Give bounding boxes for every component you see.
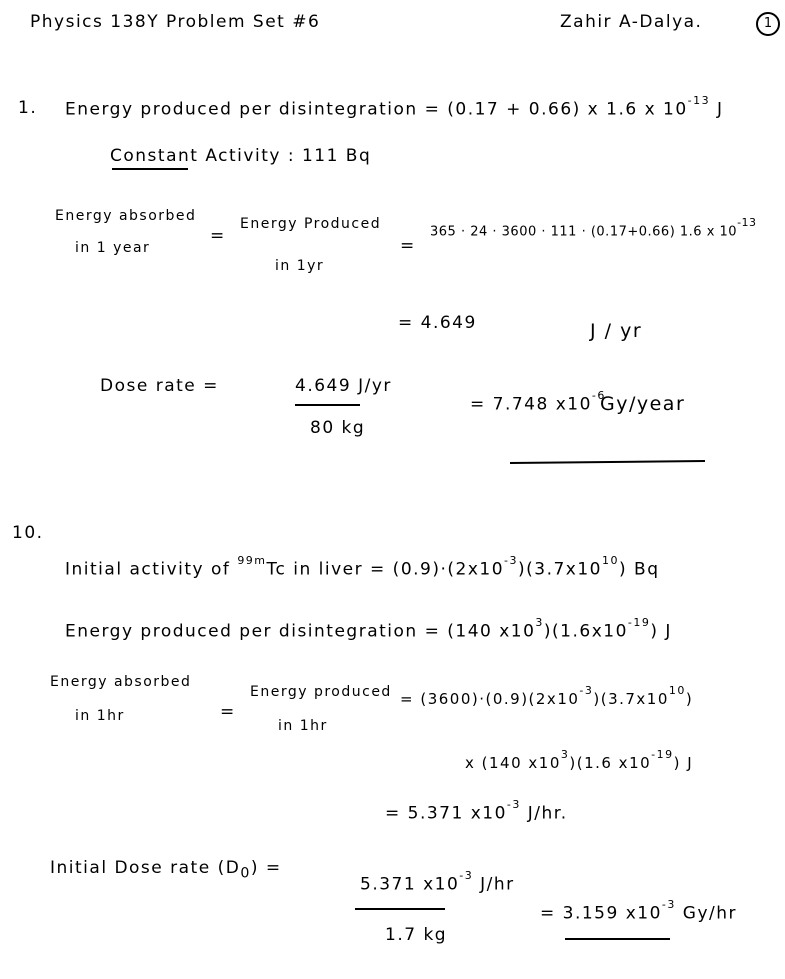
exponent: 10 xyxy=(668,684,686,697)
text-segment: 365 · 24 · 3600 · 111 · (0.17+0.66) 1.6 x 10 xyxy=(430,224,738,240)
text-segment: in 1hr xyxy=(75,708,125,724)
exponent: -19 xyxy=(651,748,674,761)
exponent: 10 xyxy=(602,554,619,567)
text-segment: 1. xyxy=(18,98,38,118)
line-q1-result xyxy=(398,313,477,333)
text-segment: ) xyxy=(685,690,694,708)
text-segment: in 1 year xyxy=(75,240,151,256)
text-segment: = xyxy=(210,226,226,246)
text-segment: )(3.7x10 xyxy=(518,559,602,580)
text-segment: = 7.748 x10 xyxy=(470,394,592,415)
answer-underline xyxy=(510,460,705,464)
text-segment: 4.649 J/yr xyxy=(295,376,392,396)
line-header-left xyxy=(30,12,320,32)
text-segment: 1.7 kg xyxy=(385,925,448,945)
text-segment: in 1hr xyxy=(278,718,328,734)
text-segment: Tc in liver = (0.9)·(2x10 xyxy=(266,559,505,580)
line-header-right xyxy=(560,12,702,32)
line-q1-expr xyxy=(430,216,757,240)
line-q1-doseunit xyxy=(600,393,685,415)
text-segment: Initial Dose rate (D xyxy=(50,858,241,878)
text-segment: Gy/year xyxy=(600,393,686,415)
exponent: -13 xyxy=(737,216,757,229)
line-q10-prod2 xyxy=(278,718,328,734)
line-q10-abs2 xyxy=(75,708,125,724)
exponent: -3 xyxy=(579,684,594,697)
text-segment: 5.371 x10 xyxy=(360,874,460,895)
text-segment: Constant xyxy=(110,146,199,166)
line-q1-doseval xyxy=(470,389,606,415)
line-q1-result-unit xyxy=(590,320,642,342)
text-segment: = (3600)·(0.9)(2x10 xyxy=(400,690,580,708)
exponent: -19 xyxy=(627,616,651,629)
text-segment: in 1yr xyxy=(275,258,325,274)
line-q10-dose xyxy=(50,858,282,881)
text-segment: J xyxy=(710,99,724,120)
text-segment: ) = xyxy=(250,858,282,878)
text-segment: 10. xyxy=(12,523,44,543)
line-q1-prod1 xyxy=(240,216,381,232)
fraction-bar xyxy=(295,404,360,406)
exponent: -3 xyxy=(506,798,521,811)
text-segment: Dose rate = xyxy=(100,376,219,396)
page-number-circled: 1 xyxy=(756,12,780,36)
exponent: -3 xyxy=(661,898,676,911)
line-q1-prod2 xyxy=(275,258,324,274)
text-segment: J/hr. xyxy=(520,803,568,824)
line-q10-num xyxy=(360,869,515,895)
line-q1 xyxy=(18,98,37,118)
line-q1-eq1 xyxy=(210,226,226,246)
exponent: -13 xyxy=(687,94,711,107)
exponent: -3 xyxy=(459,869,474,882)
line-q1-energy xyxy=(65,94,724,120)
text-segment: Energy absorbed xyxy=(50,674,192,690)
line-q10-act xyxy=(65,554,660,580)
exponent: -3 xyxy=(504,554,518,567)
underline-constant xyxy=(112,168,188,170)
exponent: 0 xyxy=(240,865,251,882)
text-segment: )(1.6x10 xyxy=(543,621,628,642)
text-segment: Energy Produced xyxy=(240,216,382,232)
text-segment: = xyxy=(400,236,416,256)
line-q10-den xyxy=(385,925,447,945)
text-segment: ) Bq xyxy=(619,559,660,580)
exponent: 3 xyxy=(560,748,570,761)
line-q10-expr1 xyxy=(400,684,694,708)
line-q10-expr2 xyxy=(465,748,694,772)
text-segment: x (140 x10 xyxy=(465,754,561,772)
line-q10-result xyxy=(385,798,568,824)
line-q1-eq2 xyxy=(400,236,416,256)
line-q1-num xyxy=(295,376,392,396)
text-segment: 80 kg xyxy=(310,418,366,438)
text-segment: = xyxy=(220,702,236,722)
exponent: 3 xyxy=(535,616,544,629)
fraction-bar xyxy=(355,908,445,910)
text-segment: Physics 138Y Problem Set #6 xyxy=(30,12,321,32)
exponent: -6 xyxy=(591,389,606,402)
text-segment: J / yr xyxy=(590,320,643,342)
text-segment: = 5.371 x10 xyxy=(385,803,507,824)
text-segment: Energy produced per disintegration = (140 x10 xyxy=(65,621,536,642)
text-segment: ) J xyxy=(673,754,694,772)
line-q10 xyxy=(12,523,44,543)
text-segment: ) J xyxy=(650,621,672,642)
text-segment: Initial activity of xyxy=(65,559,238,580)
text-segment: Activity : 111 Bq xyxy=(198,146,372,166)
text-segment: Energy produced xyxy=(250,684,392,700)
line-q10-energy xyxy=(65,616,672,642)
line-q1-abs2 xyxy=(75,240,150,256)
text-segment: )(3.7x10 xyxy=(593,690,669,708)
text-segment: = 4.649 xyxy=(398,313,477,333)
text-segment: Zahir A-Dalya. xyxy=(560,12,703,32)
line-q10-abs1 xyxy=(50,674,191,690)
line-q10-eq1 xyxy=(220,702,236,722)
exponent: 99m xyxy=(237,554,267,567)
text-segment: = 3.159 x10 xyxy=(540,903,662,924)
text-segment: Energy absorbed xyxy=(55,208,197,224)
text-segment: Gy/hr xyxy=(675,903,738,924)
text-segment: J/hr xyxy=(473,874,515,895)
text-segment: Energy produced per disintegration = (0.17 + 0.66) x 1.6 x 10 xyxy=(65,99,688,120)
line-q1-activity xyxy=(110,146,371,166)
line-q1-dose xyxy=(100,376,219,396)
text-segment: )(1.6 x10 xyxy=(569,754,652,772)
line-q10-doseval xyxy=(540,898,738,924)
answer-underline xyxy=(565,938,670,940)
line-q10-prod1 xyxy=(250,684,392,700)
line-q1-den xyxy=(310,418,365,438)
line-q1-abs1 xyxy=(55,208,196,224)
